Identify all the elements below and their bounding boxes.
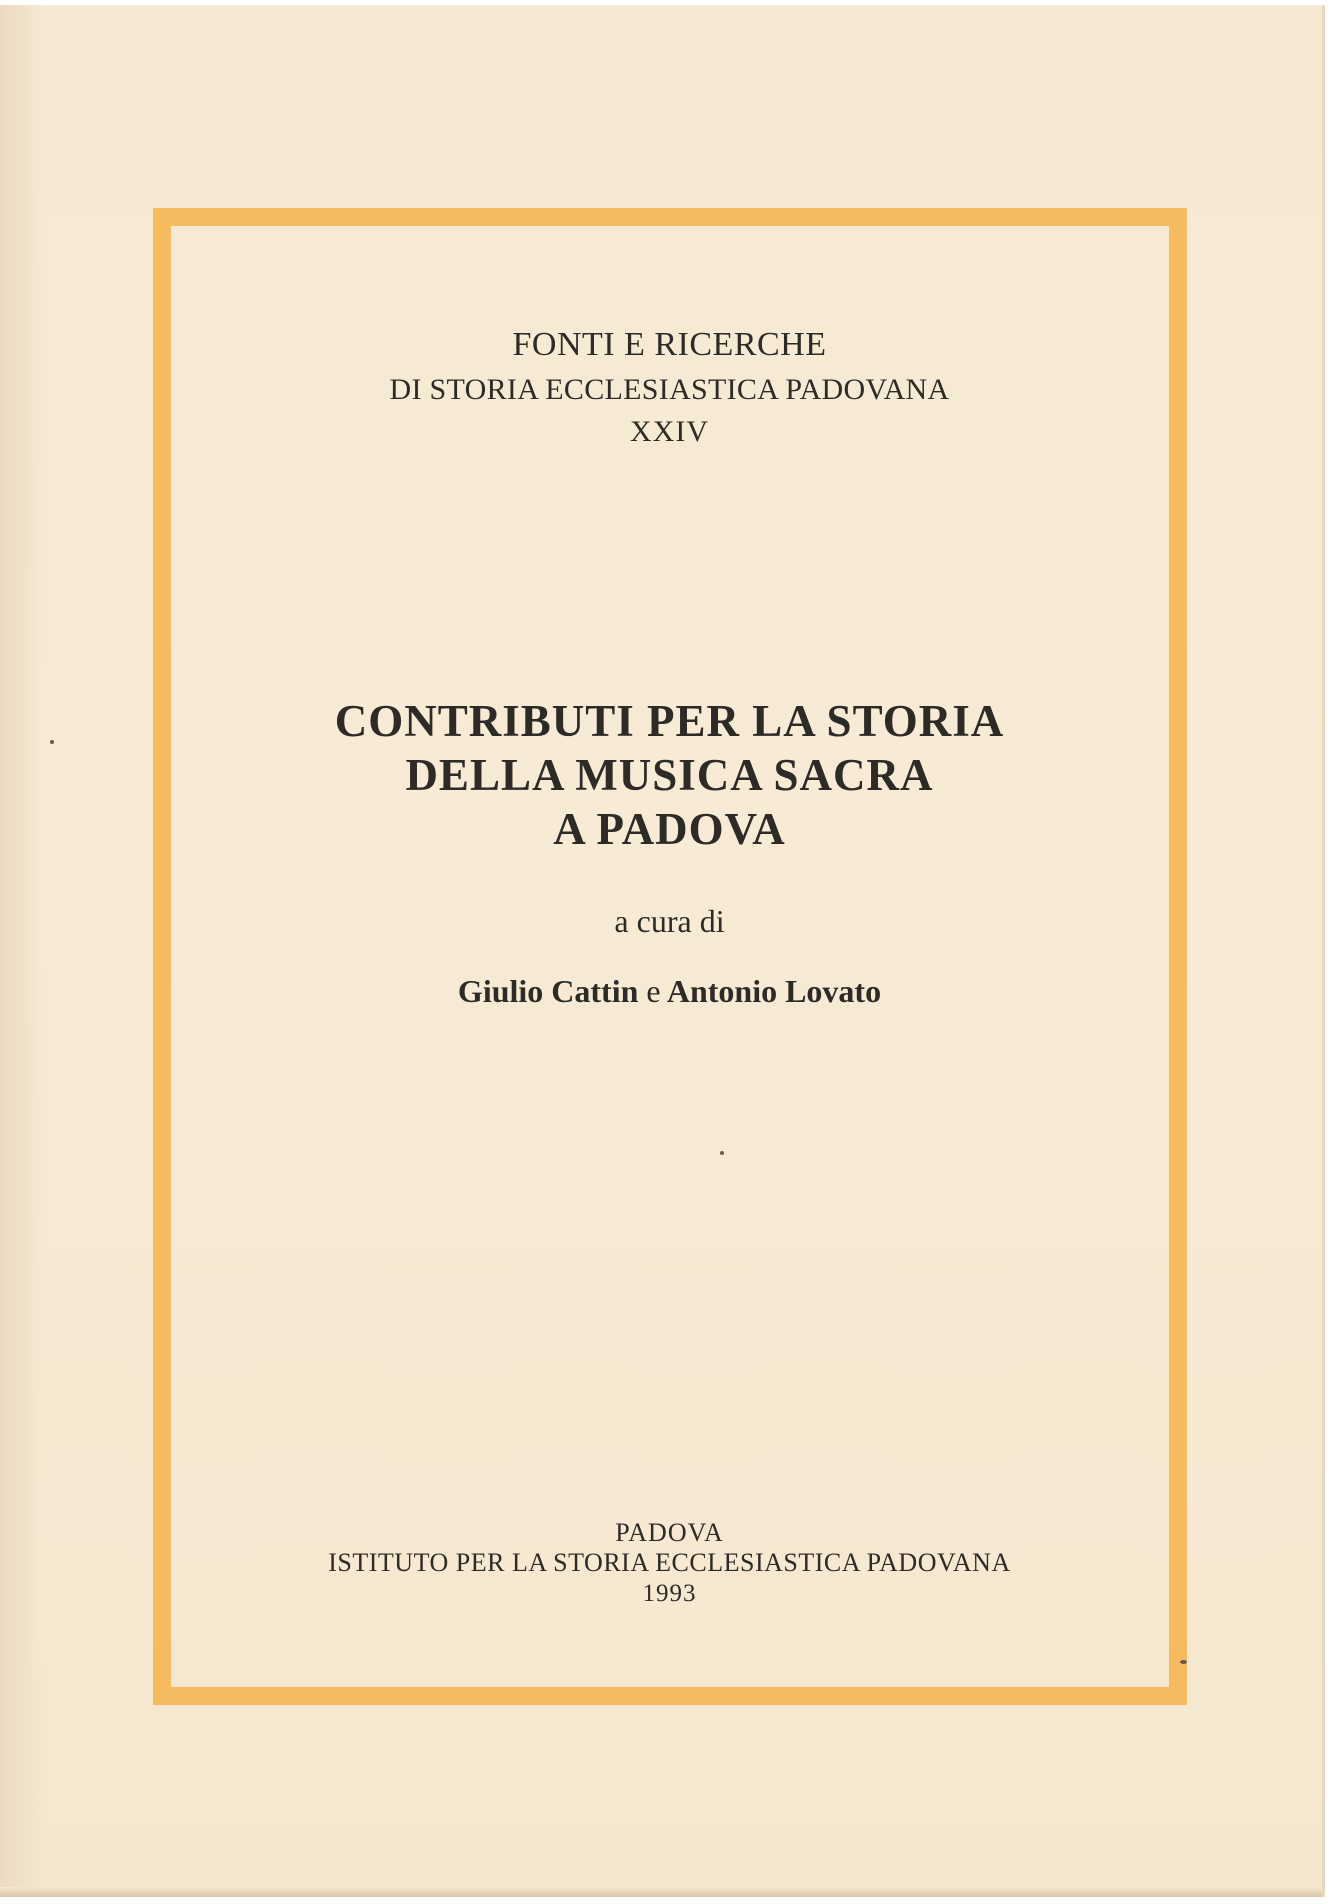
cover-bottom-edge [0,1887,1322,1897]
series-subtitle: DI STORIA ECCLESIASTICA PADOVANA [389,373,950,406]
imprint-city: PADOVA [615,1518,724,1547]
book-title-line-1: CONTRIBUTI PER LA STORIA [334,696,1005,746]
spine-shadow [0,5,44,1897]
curatela-label: a cura di [614,903,725,939]
book-title-line-3: A PADOVA [553,804,786,854]
editors-conjunction: e [646,973,661,1009]
series-title: FONTI E RICERCHE [512,326,827,363]
imprint-year: 1993 [642,1580,697,1607]
editors-line [0,973,1339,1010]
paper-speck [1180,1660,1187,1664]
book-cover [0,5,1325,1897]
series-volume-number: XXIV [630,415,709,448]
paper-speck [720,1151,724,1155]
editor-name: Giulio Cattin [457,973,639,1009]
book-title-line-2: DELLA MUSICA SACRA [405,750,934,800]
editor-name: Antonio Lovato [666,973,882,1009]
imprint-publisher: ISTITUTO PER LA STORIA ECCLESIASTICA PADOVANA [328,1548,1011,1577]
